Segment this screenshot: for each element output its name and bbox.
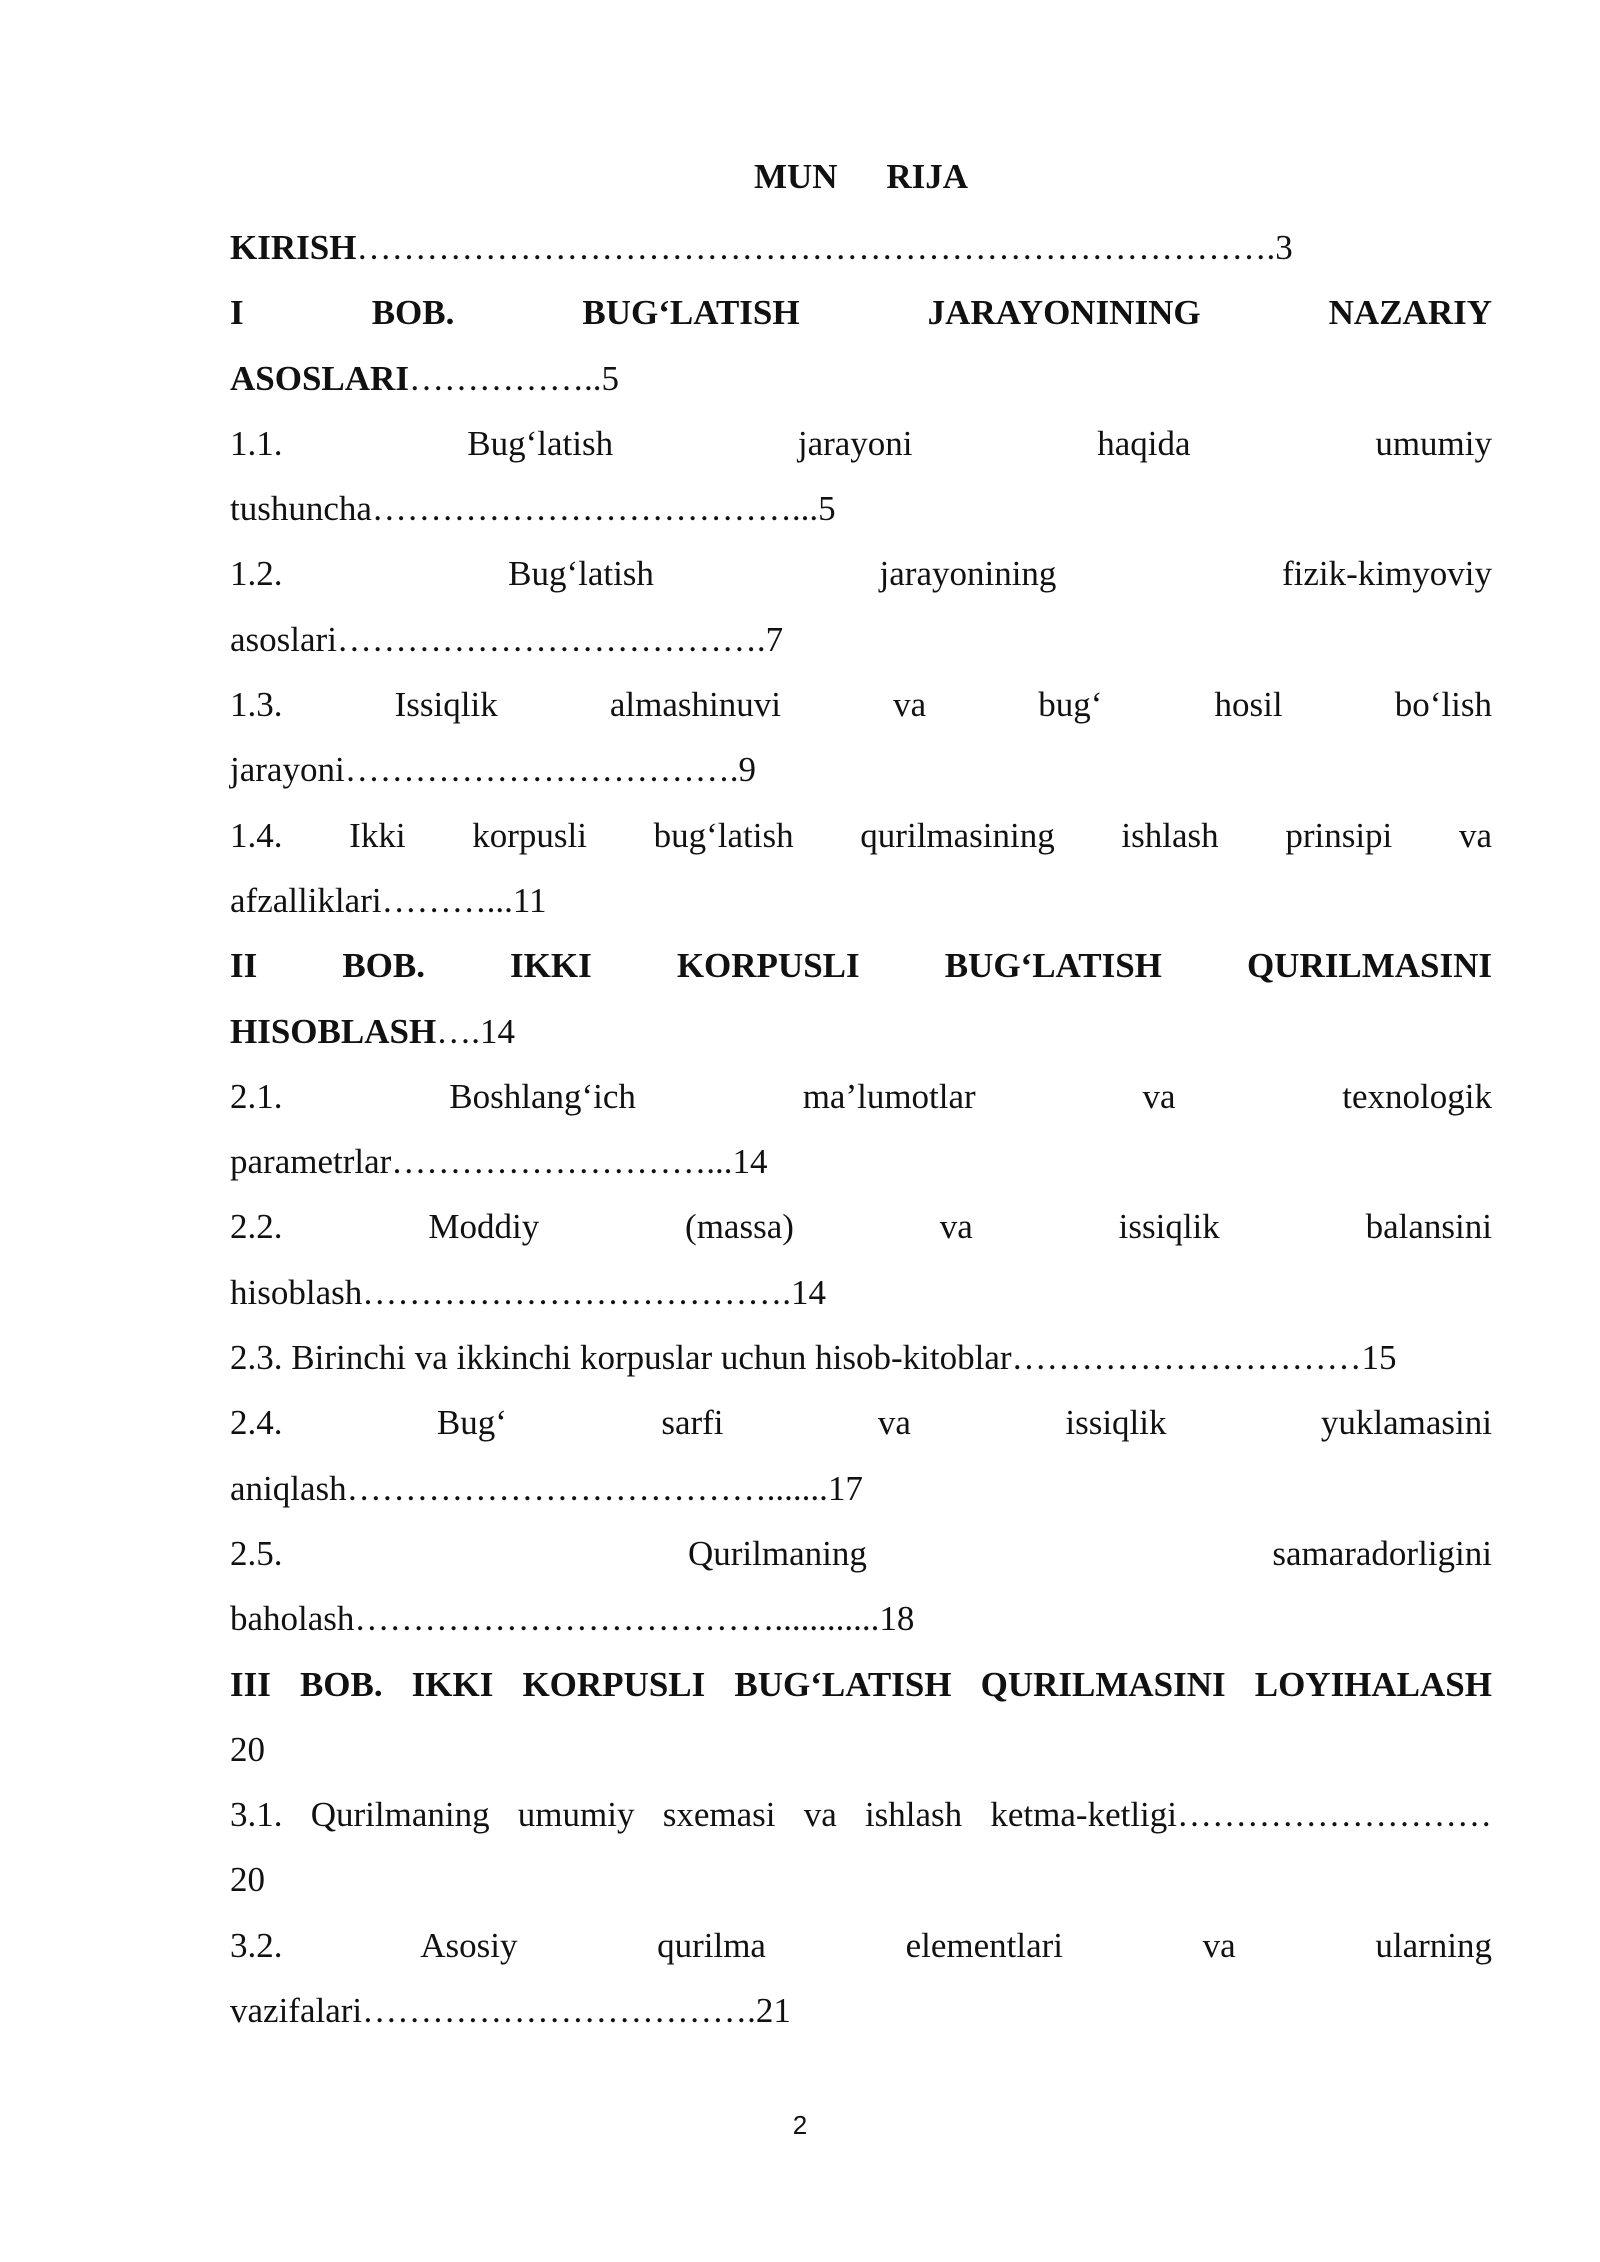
toc-entry-label: vazifalari	[230, 1991, 363, 2031]
toc-entry-chapter-2	[230, 933, 1492, 998]
toc-entry-1-4	[230, 803, 1492, 868]
toc-entry-label: 2.4. Bug‘ sarfi va issiqlik yuklamasini	[230, 1403, 1492, 1443]
toc-entry-label: 2.2. Moddiy (massa) va issiqlik balansini	[230, 1207, 1492, 1247]
toc-entry-chapter-2-continued	[230, 999, 1492, 1064]
document-page	[230, 150, 1492, 2043]
toc-entry-2-5	[230, 1521, 1492, 1586]
toc-entry-page: 20	[230, 1860, 265, 1900]
toc-entry-label: 1.4. Ikki korpusli bug‘latish qurilmasining ishlash prinsipi va	[230, 815, 1492, 855]
toc-entry-2-2-continued	[230, 1260, 1492, 1325]
toc-entry-1-2-continued	[230, 607, 1492, 672]
toc-entry-2-4	[230, 1390, 1492, 1455]
toc-entry-2-3	[230, 1325, 1492, 1390]
page-number: 2	[792, 2110, 808, 2140]
toc-entry-2-2	[230, 1194, 1492, 1259]
toc-entry-label: II BOB. IKKI KORPUSLI BUG‘LATISH QURILMASINI	[230, 946, 1492, 986]
toc-entry-1-2	[230, 541, 1492, 606]
toc-entry-1-1-continued	[230, 476, 1492, 541]
toc-entry-leader: ….14	[436, 1011, 515, 1051]
toc-entry-3-2	[230, 1913, 1492, 1978]
toc-entry-leader: ……………………………….7	[336, 619, 784, 659]
toc-entry-leader: ……………………………….14	[362, 1272, 826, 1312]
toc-entry-label: 3.2. Asosiy qurilma elementlari va ularning	[230, 1925, 1492, 1965]
toc-entry-1-1	[230, 411, 1492, 476]
toc-entry-page: 20	[230, 1729, 265, 1769]
toc-entry-label: 1.3. Issiqlik almashinuvi va bug‘ hosil bo‘lish	[230, 685, 1492, 725]
toc-entry-2-5-continued	[230, 1586, 1492, 1651]
toc-entry-1-3	[230, 672, 1492, 737]
toc-entry-chapter-3	[230, 1652, 1492, 1717]
toc-entry-label: HISOBLASH	[230, 1011, 437, 1051]
toc-entry-label: 1.2. Bug‘latish jarayonining fizik-kimyoviy	[230, 554, 1492, 594]
toc-entry-3-1-page	[230, 1847, 1492, 1912]
toc-entry-label: aniqlash	[230, 1468, 347, 1508]
toc-entry-leader: ………...11	[381, 880, 547, 920]
toc-entry-2-1	[230, 1064, 1492, 1129]
toc-entry-1-4-continued	[230, 868, 1492, 933]
toc-entry-label: I BOB. BUG‘LATISH JARAYONINING NAZARIY	[230, 293, 1492, 333]
toc-entry-kirish	[230, 215, 1492, 280]
toc-entry-leader: …………………………15	[1011, 1338, 1397, 1378]
toc-entry-label: afzalliklari	[230, 880, 382, 920]
toc-entry-2-1-continued	[230, 1129, 1492, 1194]
toc-entry-label: baholash	[230, 1599, 355, 1639]
toc-entry-leader: ………………………	[1177, 1795, 1492, 1835]
toc-entry-label: hisoblash	[230, 1272, 363, 1312]
toc-entry-leader: ………………………………............18	[354, 1599, 915, 1639]
toc-entry-leader: ……………………………….......17	[346, 1468, 863, 1508]
toc-entry-leader: …………………………………………………………………….3	[356, 228, 1293, 267]
toc-entry-label: III BOB. IKKI KORPUSLI BUG‘LATISH QURILMASINI LOYIHALASH	[230, 1664, 1492, 1704]
page-title: MUN RIJA	[753, 157, 968, 196]
toc-entry-2-4-continued	[230, 1456, 1492, 1521]
toc-entry-label: 2.5. Qurilmaning samaradorligini	[230, 1533, 1492, 1573]
toc-entry-leader: ………………………...14	[391, 1142, 768, 1182]
toc-entry-label: ASOSLARI	[230, 358, 409, 398]
toc-entry-leader: ……………..5	[408, 358, 619, 398]
toc-entry-chapter-1-continued	[230, 346, 1492, 411]
toc-entry-label: 2.3. Birinchi va ikkinchi korpuslar uchun hisob-kitoblar	[230, 1338, 1012, 1378]
toc-entry-label: jarayoni	[230, 750, 345, 790]
toc-entry-label: 3.1. Qurilmaning umumiy sxemasi va ishlash ketma-ketligi	[230, 1795, 1177, 1835]
toc-entry-label: KIRISH	[230, 228, 357, 267]
toc-entry-label: 2.1. Boshlang‘ich ma’lumotlar va texnologik	[230, 1076, 1492, 1116]
toc-entry-leader: ………………………………...5	[371, 489, 836, 529]
toc-entry-label: tushuncha	[230, 489, 372, 529]
toc-entry-leader: …………………………….21	[362, 1991, 791, 2031]
toc-entry-3-1	[230, 1782, 1492, 1847]
table-of-contents	[230, 215, 1492, 2043]
toc-entry-label: 1.1. Bug‘latish jarayoni haqida umumiy	[230, 423, 1492, 463]
toc-entry-chapter-1	[230, 280, 1492, 345]
toc-entry-leader: …………………………….9	[344, 750, 756, 790]
toc-entry-chapter-3-page	[230, 1717, 1492, 1782]
toc-entry-3-2-continued	[230, 1978, 1492, 2043]
toc-entry-label: asoslari	[230, 619, 337, 659]
toc-entry-label: parametrlar	[230, 1142, 392, 1182]
toc-entry-1-3-continued	[230, 737, 1492, 802]
